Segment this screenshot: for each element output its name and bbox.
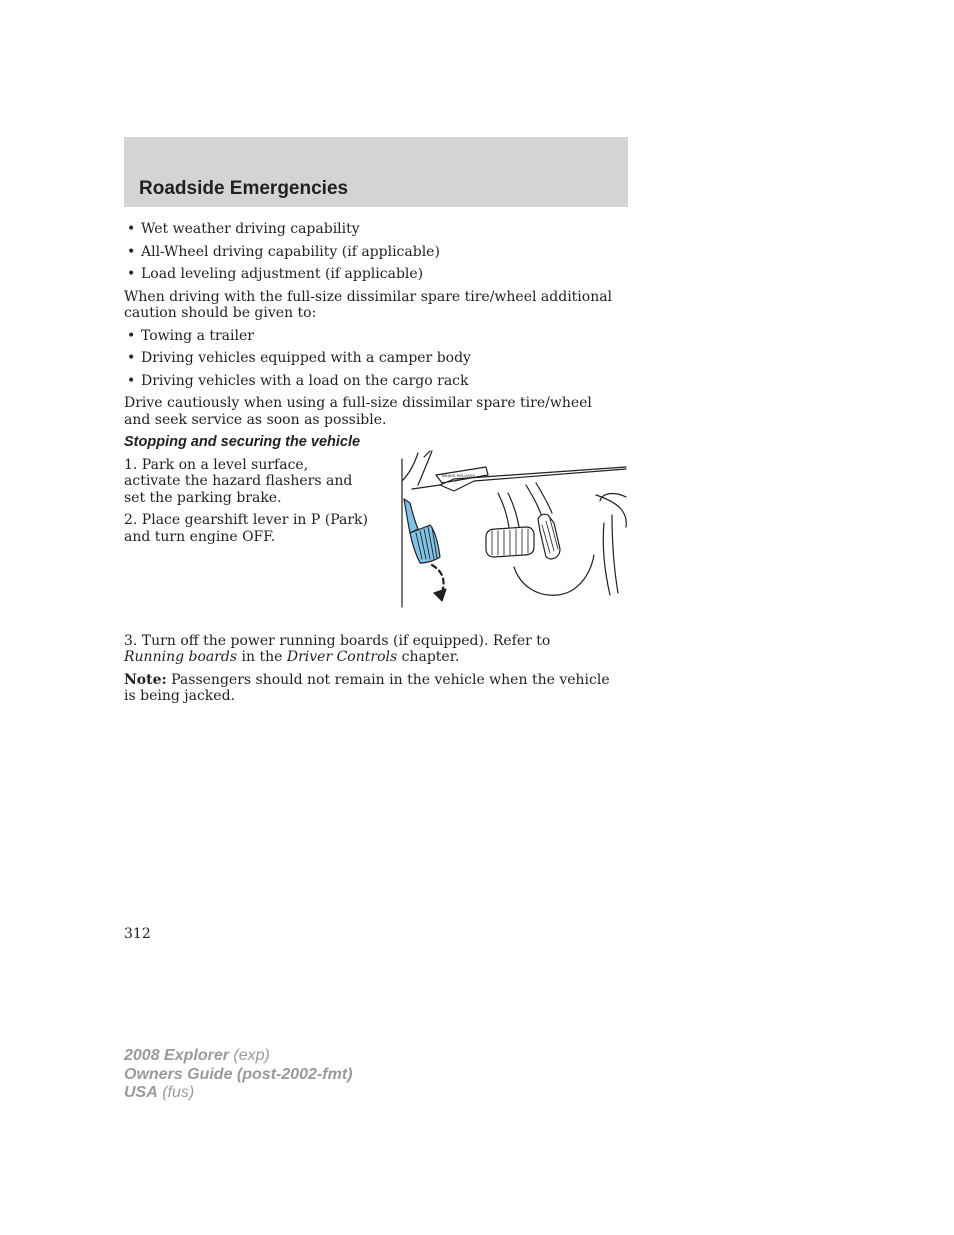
step-3: [124, 633, 614, 666]
footer-line-3: [124, 1084, 352, 1103]
document-footer: [124, 1047, 352, 1103]
section-title: Roadside Emergencies: [139, 178, 349, 199]
drive-cautiously-paragraph: Drive cautiously when using a full-size dissimilar spare tire/wheel and seek service as soon as possible.: [124, 395, 592, 428]
steps-with-figure: [124, 457, 614, 633]
page-content: [124, 221, 614, 711]
list-item: • Driving vehicles with a load on the cargo rack: [124, 373, 614, 390]
step-3-text: in the: [237, 649, 287, 665]
step-1: 1. Park on a level surface, activate the hazard flashers and set the parking brake.: [124, 456, 353, 506]
list-item: • All-Wheel driving capability (if applicable): [124, 244, 614, 261]
list-item: • Towing a trailer: [124, 328, 614, 345]
footer-guide: Owners Guide (post-2002-fmt): [124, 1065, 353, 1083]
list-item: • Driving vehicles equipped with a camper body: [124, 350, 614, 367]
footer-market: USA: [124, 1084, 158, 1101]
caution-list: [124, 328, 614, 390]
list-item: • Load leveling adjustment (if applicable): [124, 266, 614, 283]
steps-column: [124, 457, 368, 546]
subheading-stopping: Stopping and securing the vehicle: [124, 434, 361, 450]
caution-intro-paragraph: When driving with the full-size dissimilar spare tire/wheel additional caution should be given to:: [124, 288, 613, 321]
footer-market-code: (fus): [157, 1084, 195, 1101]
section-header-band: [124, 137, 628, 207]
capability-list: [124, 221, 614, 283]
footer-model: 2008 Explorer: [124, 1047, 229, 1064]
page-number: 312: [124, 926, 151, 942]
running-boards-reference: Running boards: [124, 649, 238, 665]
step-3-text: 3. Turn off the power running boards (if equipped). Refer to: [124, 632, 551, 649]
footer-line-2: [124, 1066, 352, 1085]
note-label: Note:: [124, 671, 167, 688]
footer-model-code: (exp): [228, 1047, 270, 1064]
driver-controls-reference: Driver Controls: [286, 649, 398, 665]
list-item: • Wet weather driving capability: [124, 221, 614, 238]
note-text: Passengers should not remain in the vehicle when the vehicle is being jacked.: [124, 671, 610, 704]
step-3-text: chapter.: [397, 649, 460, 665]
note-paragraph: [124, 672, 614, 705]
parking-brake-illustration: [390, 445, 630, 615]
footer-line-1: [124, 1047, 352, 1066]
step-2: 2. Place gearshift lever in P (Park) and turn engine OFF.: [124, 512, 369, 545]
brake-release-label: BRAKE RELEASE: [442, 472, 476, 478]
